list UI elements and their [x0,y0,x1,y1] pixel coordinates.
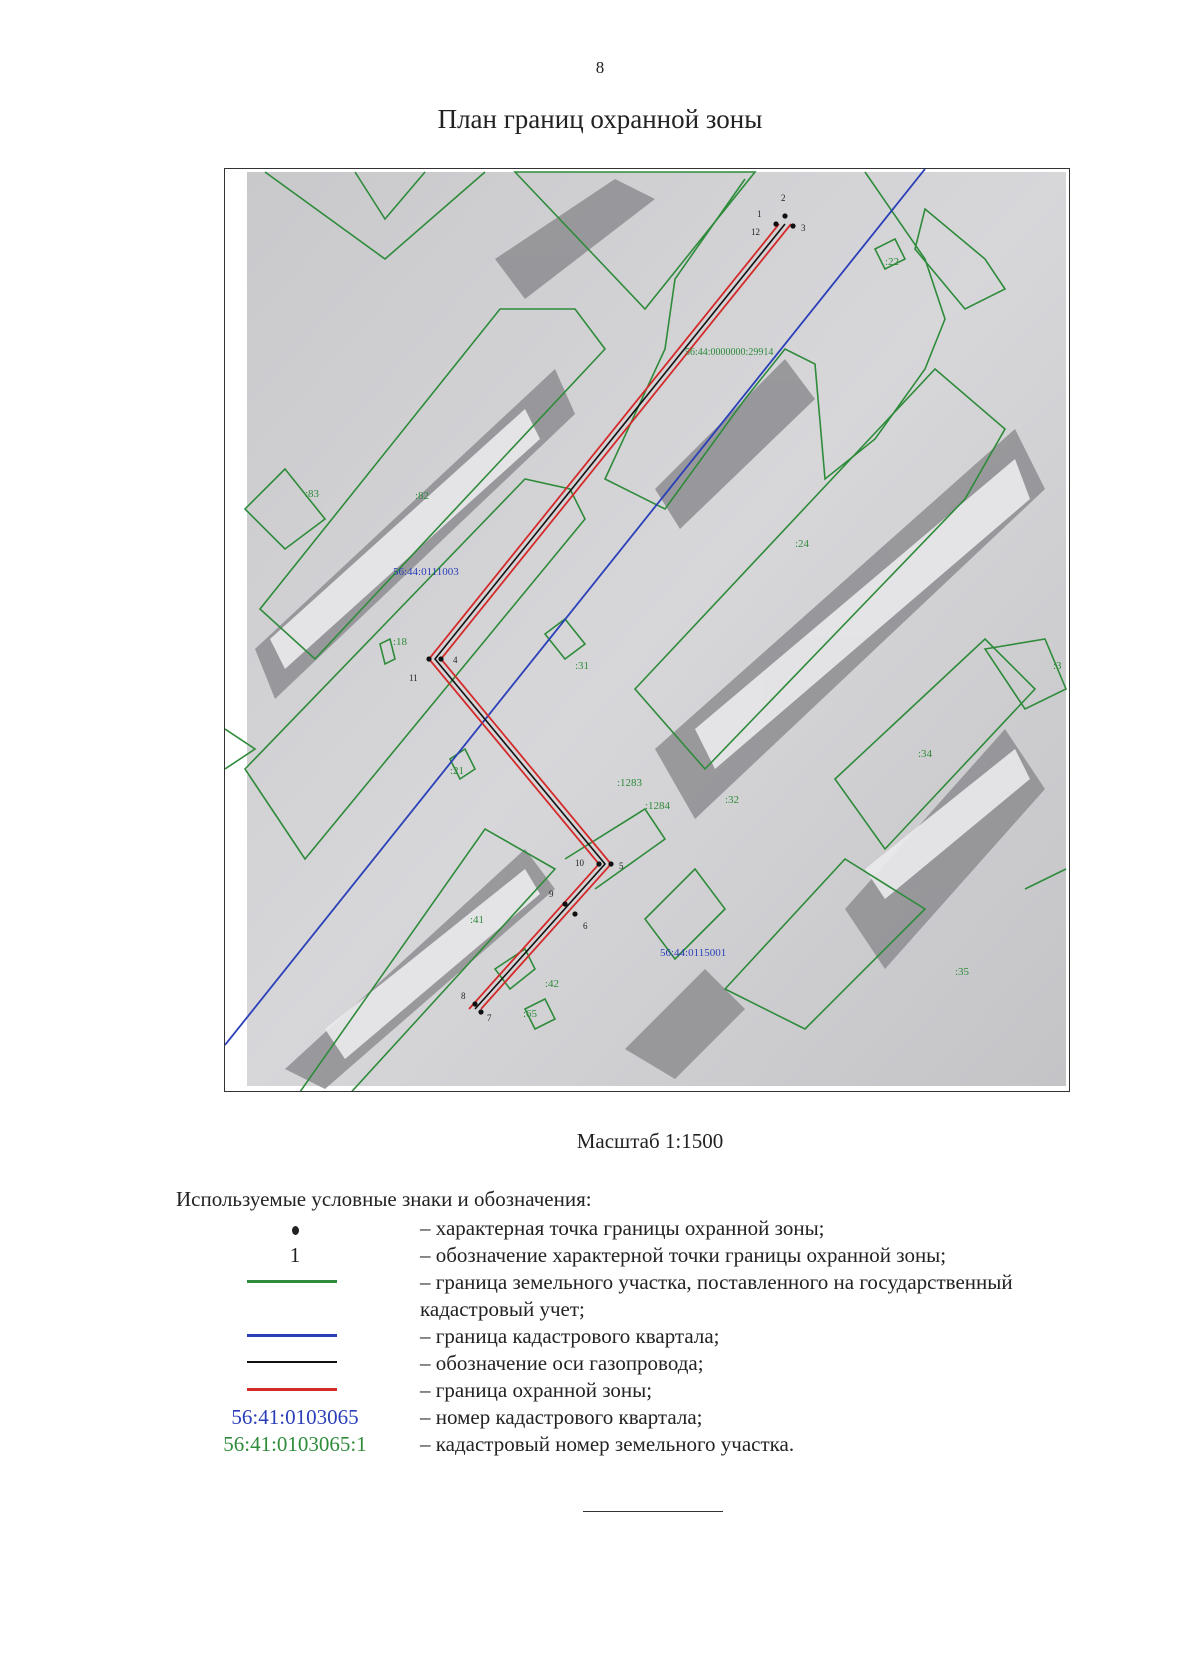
page-number: 8 [595,58,605,77]
parcel-label: :1284 [645,800,671,812]
quarter-label: 56:44:0111003 [393,566,459,578]
legend-item [0,1323,1200,1349]
legend-title: Используемые условные знаки и обозначения: [176,1187,592,1211]
parcel-label: :24 [795,538,810,550]
parcel-label: :82 [415,490,430,502]
parcel-label: :1283 [617,777,643,789]
red-line-icon [247,1388,337,1391]
point-label: 2 [781,193,786,203]
green-line-icon [247,1280,337,1283]
scale-label: Масштаб 1:1500 [576,1129,724,1153]
legend-item [0,1215,1200,1241]
parcel-label: :21 [450,765,465,777]
parcel-label: :32 [725,794,740,806]
legend-symbol-point [200,1215,390,1241]
legend-item [0,1350,1200,1376]
legend-item [0,1377,1200,1403]
black-line-icon [247,1361,337,1363]
point-label: 12 [751,227,760,237]
point-label: 11 [409,673,418,683]
point-marker-icon [292,1226,299,1235]
legend-text: – граница охранной зоны; [420,1378,653,1402]
legend-symbol-axis [200,1350,390,1376]
legend-item [0,1269,1200,1321]
page-title: План границ охранной зоны [437,104,763,134]
point-label: 6 [583,921,588,931]
parcel-label: :31 [575,660,590,672]
legend-text: – характерная точка границы охранной зоны; [420,1216,825,1240]
point-label: 4 [453,655,458,665]
legend-item [0,1242,1200,1268]
legend-symbol-point-label: 1 [289,1243,301,1267]
legend-symbol-quarter-number: 56:41:0103065 [231,1405,359,1429]
point-label: 5 [619,861,624,871]
legend-symbol-parcel-number: 56:41:0103065:1 [223,1432,367,1456]
parcel-label: :65 [523,1008,538,1020]
point-label: 9 [549,889,554,899]
point-label: 3 [801,223,806,233]
legend-text: – обозначение оси газопровода; [420,1351,704,1375]
legend-text: – граница земельного участка, поставленного на государственный кадастровый учет; [420,1270,1013,1321]
blue-line-icon [247,1334,337,1337]
parcel-label: :34 [918,748,933,760]
legend-item [0,1404,1200,1430]
parcel-label: :83 [305,488,320,500]
legend-symbol-parcel [200,1269,390,1295]
point-label: 10 [575,858,584,868]
parcel-label: :42 [545,978,560,990]
map [224,168,1070,1092]
legend-text: – номер кадастрового квартала; [420,1405,703,1429]
legend-symbol-quarter [200,1323,390,1349]
bottom-rule [583,1511,723,1512]
quarter-label: 56:44:0115001 [660,947,727,959]
parcel-label: :35 [955,966,970,978]
point-label: 7 [487,1013,492,1023]
parcel-label: :41 [470,914,485,926]
legend-item [0,1431,1200,1457]
parcel-label: :22 [885,256,900,268]
aerial-photo [247,172,1066,1086]
legend-text: – граница кадастрового квартала; [420,1324,720,1348]
point-label: 8 [461,991,466,1001]
map-canvas [225,169,1069,1091]
legend-text: – кадастровый номер земельного участка. [420,1432,795,1456]
legend-text: – обозначение характерной точки границы охранной зоны; [420,1243,947,1267]
parcel-label: 56:44:0000000:29914 [685,347,774,358]
point-label: 1 [757,209,762,219]
parcel-label: :18 [393,636,408,648]
parcel-label: :3 [1053,660,1062,672]
legend-symbol-zone [200,1377,390,1403]
